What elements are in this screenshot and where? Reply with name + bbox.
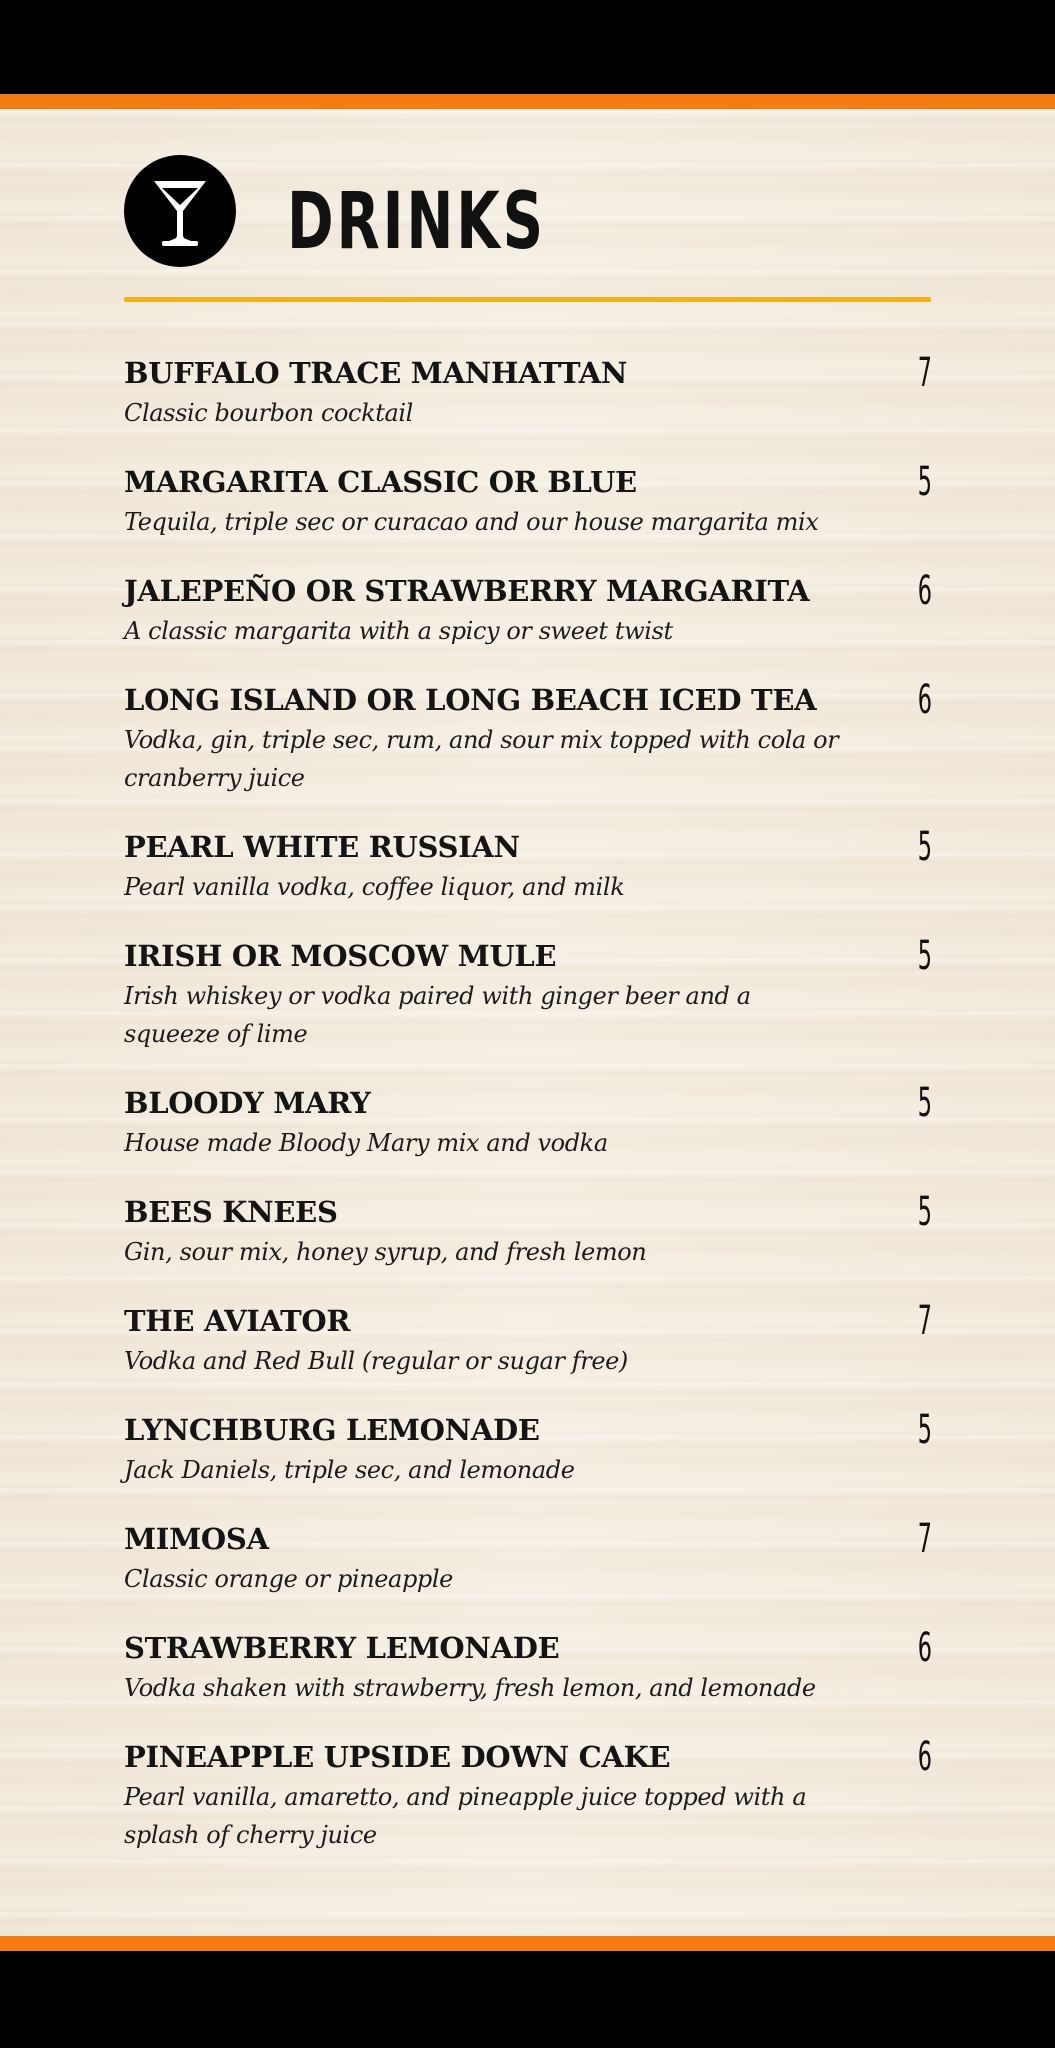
list-item <box>124 679 932 797</box>
drink-price: 7 <box>917 1298 932 1344</box>
item-spacer <box>124 1053 932 1082</box>
list-item <box>124 1627 932 1707</box>
list-item <box>124 935 932 1053</box>
list-item <box>124 352 932 432</box>
item-spacer <box>124 1271 932 1300</box>
list-item <box>124 1300 932 1380</box>
item-spacer <box>124 650 932 679</box>
list-item <box>124 1082 932 1162</box>
drink-name: LONG ISLAND OR LONG BEACH ICED TEA <box>124 683 817 717</box>
drink-description: Vodka and Red Bull (regular or sugar free) <box>124 1347 628 1375</box>
drink-price: 5 <box>917 1189 932 1235</box>
list-item <box>124 1518 932 1598</box>
drink-price: 5 <box>917 1407 932 1453</box>
page-title: DRINKS <box>287 177 547 267</box>
drinks-list <box>124 352 932 1854</box>
drink-name: PEARL WHITE RUSSIAN <box>124 830 520 864</box>
drink-description: Irish whiskey or vodka paired with ginger beer and a squeeze of lime <box>124 982 751 1048</box>
item-spacer <box>124 1598 932 1627</box>
drink-description: A classic margarita with a spicy or sweet twist <box>124 617 673 645</box>
list-item <box>124 1409 932 1489</box>
list-item <box>124 461 932 541</box>
list-item <box>124 826 932 906</box>
drink-price: 5 <box>917 1080 932 1126</box>
list-item <box>124 1191 932 1271</box>
top-orange-stripe <box>0 94 1055 109</box>
drink-name: IRISH OR MOSCOW MULE <box>124 939 557 973</box>
drink-name: MARGARITA CLASSIC OR BLUE <box>124 465 637 499</box>
drink-name: LYNCHBURG LEMONADE <box>124 1413 540 1447</box>
drink-description: Tequila, triple sec or curacao and our house margarita mix <box>124 508 819 536</box>
drink-name: STRAWBERRY LEMONADE <box>124 1631 560 1665</box>
item-spacer <box>124 432 932 461</box>
drink-price: 5 <box>917 933 932 979</box>
drink-description: Classic bourbon cocktail <box>124 399 413 427</box>
drink-name: BUFFALO TRACE MANHATTAN <box>124 356 628 390</box>
drink-name: THE AVIATOR <box>124 1304 351 1338</box>
martini-glass-icon <box>124 155 236 267</box>
drink-description: House made Bloody Mary mix and vodka <box>124 1129 608 1157</box>
drink-description: Vodka shaken with strawberry, fresh lemon, and lemonade <box>124 1674 816 1702</box>
drink-price: 6 <box>917 1734 932 1780</box>
menu-header <box>124 155 932 305</box>
drink-price: 6 <box>917 1625 932 1671</box>
item-spacer <box>124 1489 932 1518</box>
drink-description: Jack Daniels, triple sec, and lemonade <box>124 1456 575 1484</box>
drink-price: 7 <box>917 1516 932 1562</box>
header-divider <box>124 297 931 302</box>
drink-price: 5 <box>917 824 932 870</box>
drink-name: MIMOSA <box>124 1522 269 1556</box>
item-spacer <box>124 1162 932 1191</box>
drink-price: 5 <box>917 459 932 505</box>
drink-name: JALEPEÑO OR STRAWBERRY MARGARITA <box>124 574 810 608</box>
bottom-orange-stripe <box>0 1936 1055 1951</box>
drink-description: Pearl vanilla vodka, coffee liquor, and milk <box>124 873 625 901</box>
item-spacer <box>124 1380 932 1409</box>
drink-description: Pearl vanilla, amaretto, and pineapple juice topped with a splash of cherry juice <box>124 1783 807 1849</box>
item-spacer <box>124 1707 932 1736</box>
drink-price: 6 <box>917 677 932 723</box>
drink-description: Vodka, gin, triple sec, rum, and sour mix topped with cola or cranberry juice <box>124 726 839 792</box>
drink-price: 7 <box>917 350 932 396</box>
item-spacer <box>124 541 932 570</box>
bottom-black-band <box>0 1951 1055 2048</box>
list-item <box>124 570 932 650</box>
item-spacer <box>124 797 932 826</box>
item-spacer <box>124 906 932 935</box>
top-black-band <box>0 0 1055 94</box>
list-item <box>124 1736 932 1854</box>
drink-description: Gin, sour mix, honey syrup, and fresh lemon <box>124 1238 647 1266</box>
drink-name: BEES KNEES <box>124 1195 338 1229</box>
drink-name: PINEAPPLE UPSIDE DOWN CAKE <box>124 1740 671 1774</box>
drink-description: Classic orange or pineapple <box>124 1565 453 1593</box>
drink-name: BLOODY MARY <box>124 1086 371 1120</box>
drink-price: 6 <box>917 568 932 614</box>
